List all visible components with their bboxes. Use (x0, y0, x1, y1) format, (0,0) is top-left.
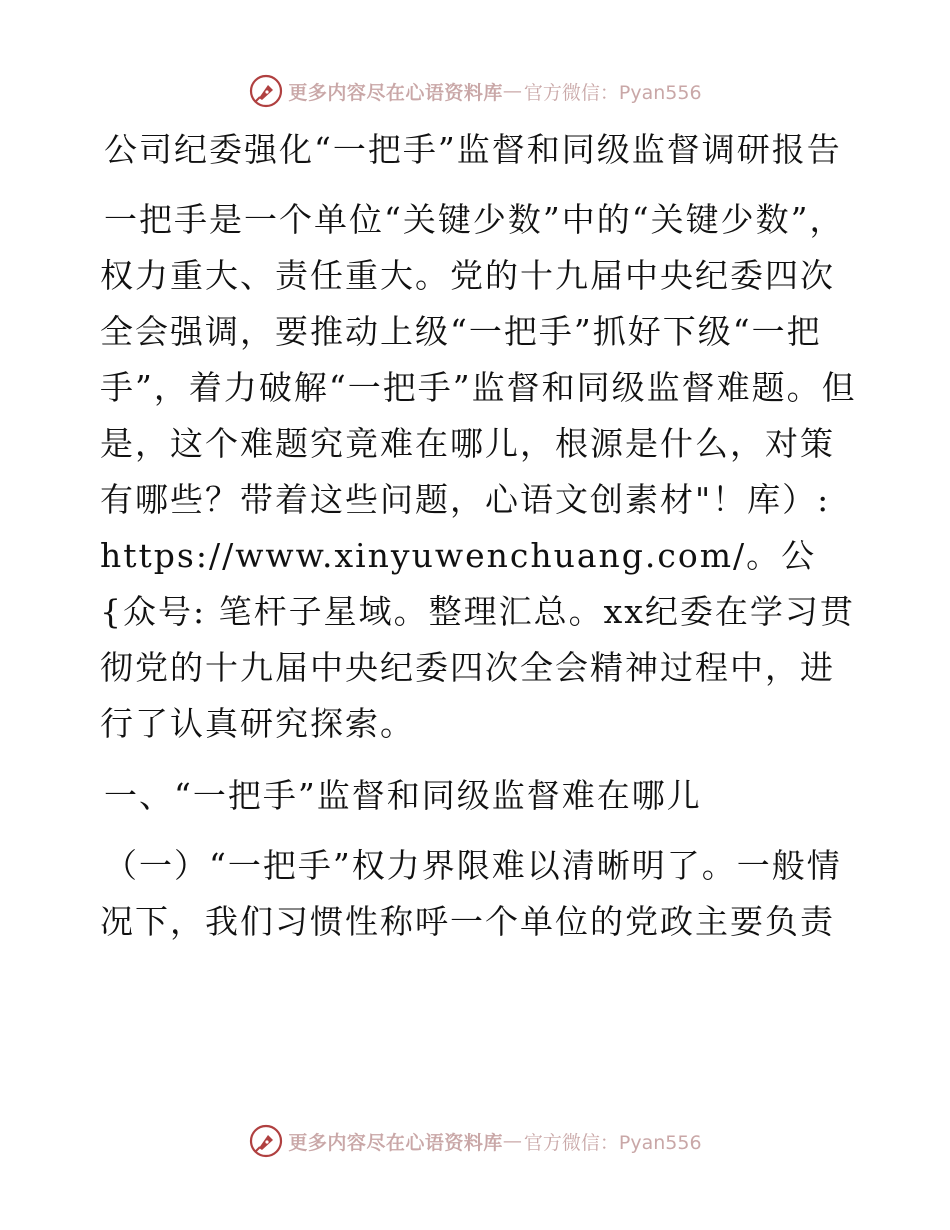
watermark-wechat: 官方微信：Pyan556 (523, 1131, 702, 1154)
watermark-separator: — (502, 80, 522, 102)
section-paragraph-1: （一）“一把手”权力界限难以清晰明了。一般情况下，我们习惯性称呼一个单位的党政主要负责 (100, 846, 842, 941)
watermark-banner-bottom (0, 1121, 950, 1161)
pen-nib-circle-icon (248, 1123, 284, 1159)
watermark-brand: 更多内容尽在心语资料库 (288, 1131, 503, 1154)
watermark-wechat: 官方微信：Pyan556 (523, 81, 702, 104)
watermark-banner-top (0, 71, 950, 111)
watermark-separator: — (502, 1130, 522, 1152)
section-heading-1: 一、“一把手”监督和同级监督难在哪儿 (104, 776, 702, 815)
document-body (100, 122, 860, 950)
document-title: 公司纪委强化“一把手”监督和同级监督调研报告 (104, 130, 842, 169)
intro-paragraph: 一把手是一个单位“关键少数”中的“关键少数”，权力重大、责任重大。党的十九届中央纪委四次全会强调，要推动上级“一把手”抓好下级“一把手”，着力破解“一把手”监督和同级监督难题。但是，这个难题究竟难在哪儿，根源是什么，对策有哪些？带着这些问题，心语文创素材"！库）: https://www.xinyuwenchuang.com/。公{众号: 笔杆子星域。整理汇总。xx纪委在学习贯彻党的十九届中央纪委四次全会精神过程中，进行了认真研究探索。 (100, 200, 857, 743)
pen-nib-circle-icon (248, 73, 284, 109)
watermark-brand: 更多内容尽在心语资料库 (288, 81, 503, 104)
